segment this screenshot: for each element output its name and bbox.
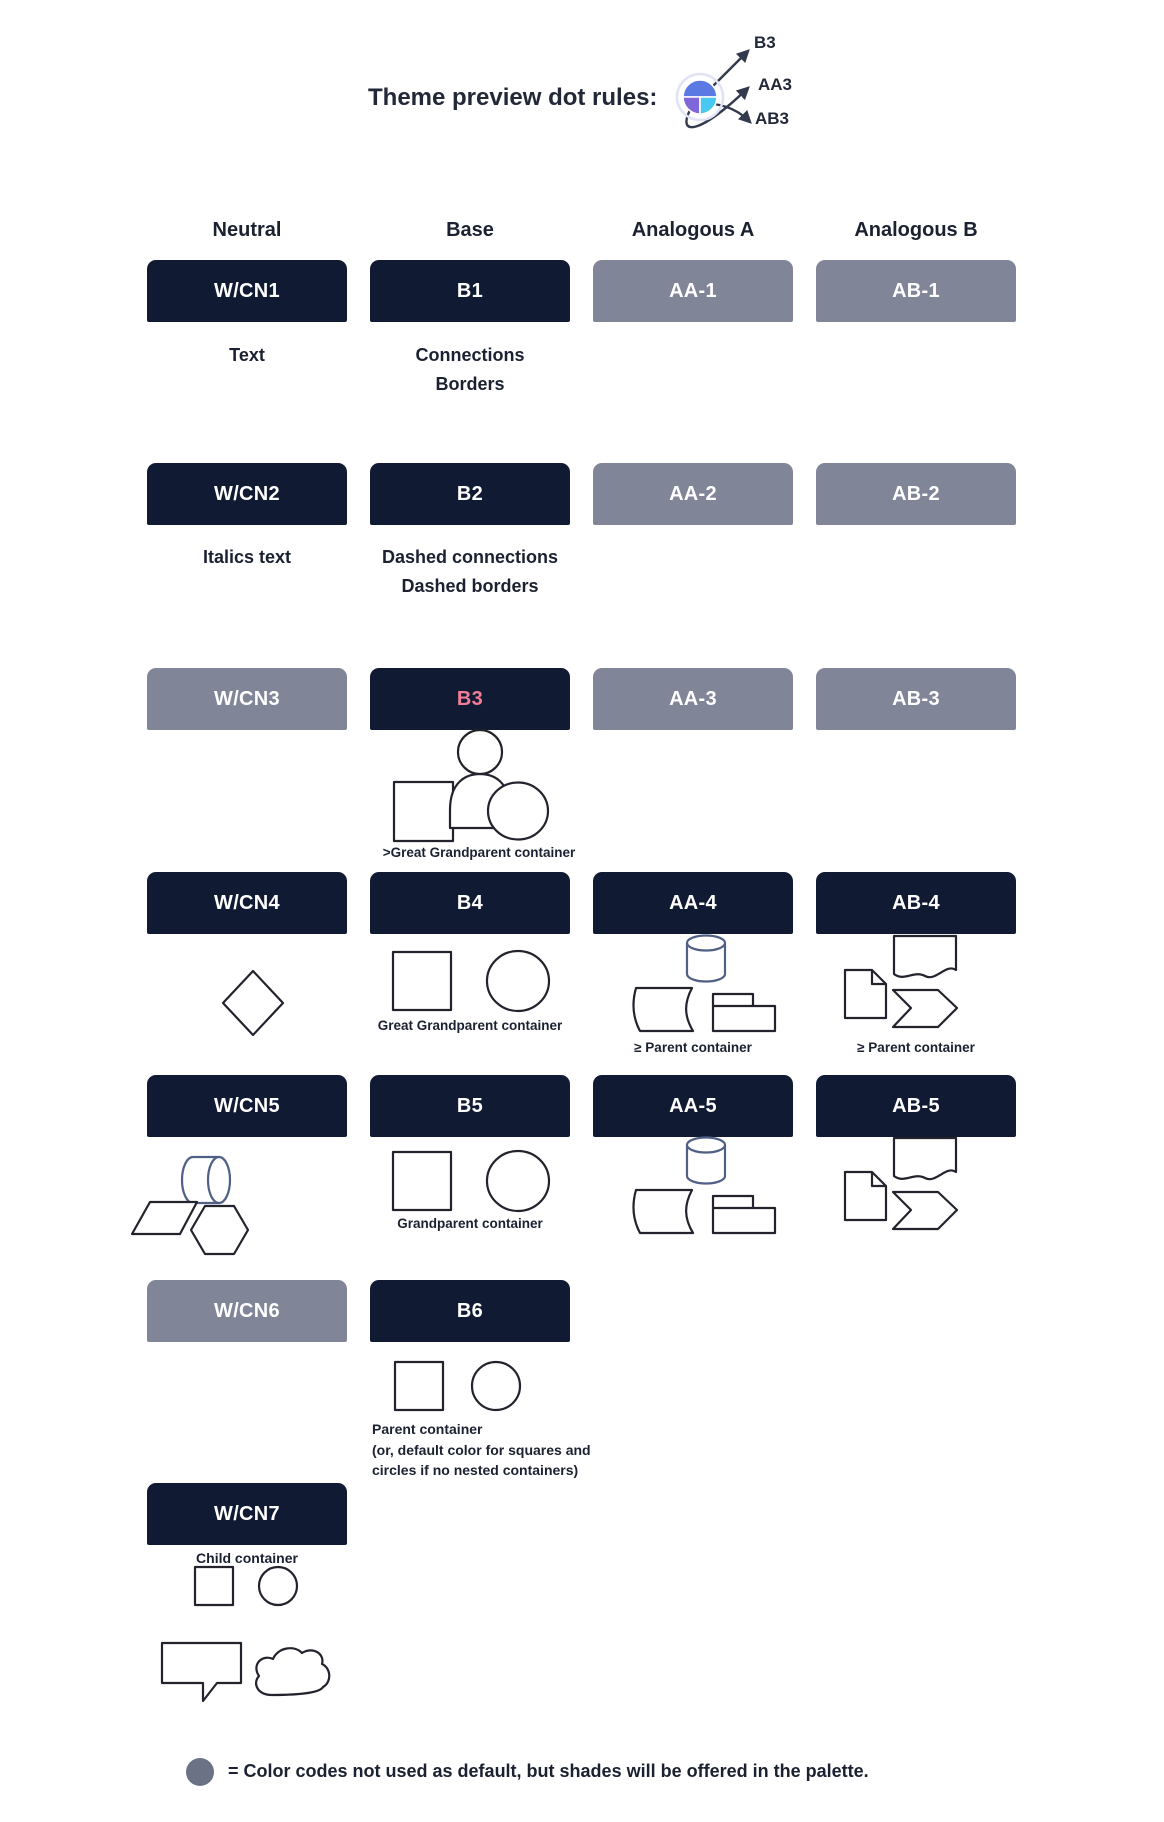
wcn7-shapes-row2 — [155, 1638, 335, 1706]
swatch-wcn2 — [147, 463, 347, 525]
folder-shape — [713, 994, 775, 1031]
document-shape — [845, 1172, 886, 1220]
wave-rect-shape — [894, 1138, 956, 1179]
swatch-aa1 — [593, 260, 793, 322]
swatch-label: AA-1 — [669, 279, 717, 302]
caption-parent-line1: Parent container — [372, 1421, 483, 1437]
caption-parent-ab4: ≥ Parent container — [857, 1040, 975, 1055]
aa5-shapes — [630, 1132, 778, 1236]
caption-grandparent: Grandparent container — [397, 1216, 543, 1231]
swatch-label: W/CN2 — [214, 482, 280, 505]
b4-shapes — [390, 948, 552, 1014]
speech-bubble-shape — [162, 1643, 241, 1701]
caption-dashed — [370, 543, 570, 601]
circle-shape — [487, 951, 549, 1011]
hexagon-shape — [191, 1206, 248, 1254]
caption-dashed-connections: Dashed connections — [381, 547, 559, 567]
swatch-label: W/CN3 — [214, 687, 280, 710]
swatch-b6 — [370, 1280, 570, 1342]
column-header-analogous-a: Analogous A — [631, 219, 755, 241]
column-header-neutral: Neutral — [212, 219, 282, 241]
swatch-label: AB-3 — [892, 687, 940, 710]
b6-shapes — [390, 1358, 526, 1414]
wcn5-shapes — [125, 1150, 255, 1256]
wave-rect-shape — [894, 936, 956, 977]
swatch-label: B6 — [456, 1299, 484, 1322]
swatch-ab1 — [816, 260, 1016, 322]
b3-shapes — [380, 724, 560, 848]
curved-rect-shape — [633, 1190, 693, 1233]
horizontal-cylinder-cap-shape — [208, 1157, 230, 1203]
swatch-label: W/CN4 — [214, 891, 280, 914]
swatch-ab5 — [816, 1075, 1016, 1137]
caption-italics-text: Italics text — [202, 547, 292, 567]
square-shape — [393, 952, 451, 1010]
swatch-label: AA-4 — [669, 891, 717, 914]
cylinder-top-shape — [687, 936, 725, 951]
swatch-label: AB-5 — [892, 1094, 940, 1117]
caption-dashed-borders: Dashed borders — [401, 576, 539, 596]
swatch-b5 — [370, 1075, 570, 1137]
swatch-wcn5 — [147, 1075, 347, 1137]
column-header-base: Base — [446, 219, 494, 241]
dot-label-ab3: AB3 — [755, 109, 790, 128]
swatch-label: AB-1 — [892, 279, 940, 302]
swatch-ab2 — [816, 463, 1016, 525]
swatch-aa4 — [593, 872, 793, 934]
circle-shape — [472, 1362, 520, 1410]
caption-connections: Connections — [415, 345, 525, 365]
circle-shape — [488, 783, 548, 840]
swatch-label: W/CN6 — [214, 1299, 280, 1322]
document-shape — [845, 970, 886, 1018]
swatch-ab3 — [816, 668, 1016, 730]
wcn7-shapes-row1 — [190, 1562, 300, 1610]
curved-rect-shape — [633, 988, 693, 1031]
square-shape — [394, 782, 453, 841]
swatch-label: B4 — [456, 891, 484, 914]
swatch-wcn1 — [147, 260, 347, 322]
swatch-label: B2 — [456, 482, 484, 505]
caption-parent-aa4: ≥ Parent container — [634, 1040, 752, 1055]
swatch-aa5 — [593, 1075, 793, 1137]
square-shape — [393, 1152, 451, 1210]
chevron-shape — [893, 990, 957, 1027]
swatch-label: W/CN5 — [214, 1094, 280, 1117]
folder-shape — [713, 1196, 775, 1233]
square-shape — [395, 1362, 443, 1410]
dot-segment-top-b3 — [683, 80, 717, 97]
b5-shapes — [390, 1148, 552, 1214]
swatch-wcn3 — [147, 668, 347, 730]
caption-great-grandparent-gt: >Great Grandparent container — [382, 845, 576, 860]
caption-parent-line2: (or, default color for squares and — [372, 1441, 591, 1458]
swatch-label: B1 — [456, 279, 484, 302]
caption-connections-borders — [370, 341, 570, 399]
cylinder-top-shape — [687, 1138, 725, 1153]
legend-text: = Color codes not used as default, but shades will be offered in the palette. — [228, 1761, 869, 1781]
diamond-shape — [223, 971, 283, 1035]
swatch-b4 — [370, 872, 570, 934]
swatch-label: AB-2 — [892, 482, 940, 505]
swatch-wcn6 — [147, 1280, 347, 1342]
swatch-label: AA-2 — [669, 482, 717, 505]
swatch-wcn7 — [147, 1483, 347, 1545]
wcn4-diamond — [222, 970, 284, 1036]
ab5-shapes — [838, 1132, 962, 1236]
swatch-label: AA-3 — [669, 687, 717, 710]
caption-parent-line3: circles if no nested containers) — [372, 1462, 579, 1478]
swatch-label: AA-5 — [669, 1094, 717, 1117]
dot-label-b3: B3 — [754, 33, 776, 52]
swatch-label: W/CN7 — [214, 1502, 280, 1525]
legend-gray-dot — [186, 1758, 214, 1786]
ab4-shapes — [838, 930, 962, 1034]
swatch-label: B5 — [456, 1094, 484, 1117]
swatch-label: B3 — [456, 687, 484, 710]
aa4-shapes — [630, 930, 778, 1034]
caption-text: Text — [229, 345, 265, 365]
swatch-aa3 — [593, 668, 793, 730]
caption-borders: Borders — [435, 374, 505, 394]
swatch-b3 — [370, 668, 570, 730]
square-shape — [195, 1567, 233, 1605]
cloud-shape — [256, 1648, 329, 1695]
swatch-label: W/CN1 — [214, 279, 280, 302]
caption-parent-container-block — [372, 1419, 642, 1481]
circle-shape — [487, 1151, 549, 1211]
dot-segment-bottomright-aa3 — [700, 97, 717, 114]
swatch-aa2 — [593, 463, 793, 525]
swatch-label: AB-4 — [892, 891, 940, 914]
swatch-wcn4 — [147, 872, 347, 934]
swatch-ab4 — [816, 872, 1016, 934]
column-header-analogous-b: Analogous B — [854, 219, 978, 241]
person-head-shape — [458, 730, 502, 774]
swatch-b2 — [370, 463, 570, 525]
circle-shape — [259, 1567, 297, 1605]
parallelogram-shape — [132, 1202, 197, 1234]
caption-great-grandparent: Great Grandparent container — [377, 1018, 563, 1033]
dot-segment-bottomleft-ab3 — [683, 97, 700, 114]
caption-child-container: Child container — [196, 1550, 298, 1566]
dot-label-aa3: AA3 — [758, 75, 793, 94]
chevron-shape — [893, 1192, 957, 1229]
page-title: Theme preview dot rules: — [368, 84, 658, 111]
swatch-b1 — [370, 260, 570, 322]
